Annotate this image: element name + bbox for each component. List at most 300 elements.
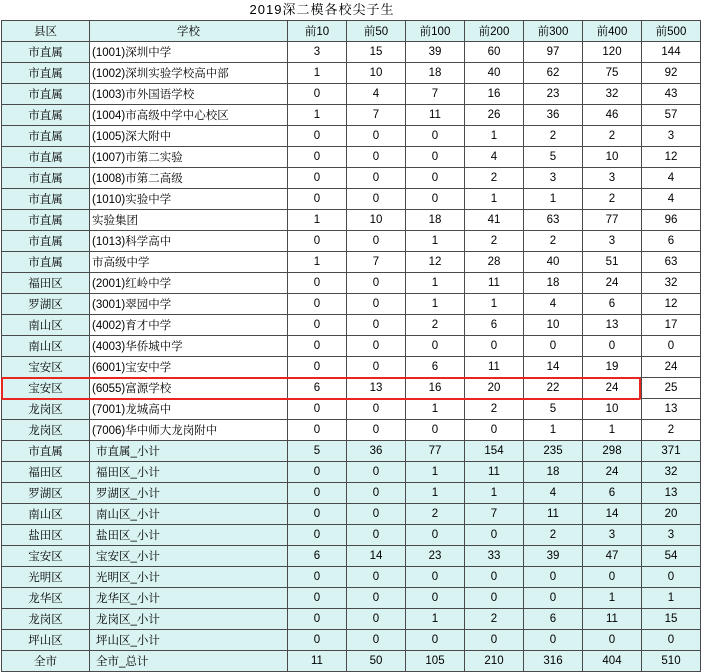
cell-value: 0 [288, 294, 347, 315]
cell-value: 0 [524, 336, 583, 357]
cell-value: 60 [465, 42, 524, 63]
cell-value: 11 [465, 462, 524, 483]
cell-value: 20 [465, 378, 524, 399]
cell-school: (6055)富源学校 [90, 378, 288, 399]
table-row [2, 504, 701, 525]
cell-district: 盐田区 [2, 525, 90, 546]
table-header [2, 21, 701, 42]
cell-value: 40 [524, 252, 583, 273]
cell-value: 5 [524, 147, 583, 168]
cell-school: 龙岗区_小计 [90, 609, 288, 630]
cell-value: 24 [583, 273, 642, 294]
cell-value: 0 [465, 588, 524, 609]
column-header-top200: 前200 [465, 21, 524, 42]
cell-value: 6 [288, 378, 347, 399]
cell-value: 0 [288, 336, 347, 357]
cell-value: 235 [524, 441, 583, 462]
cell-district: 福田区 [2, 273, 90, 294]
cell-value: 0 [347, 147, 406, 168]
cell-value: 1 [406, 483, 465, 504]
cell-value: 10 [347, 210, 406, 231]
cell-value: 2 [524, 126, 583, 147]
cell-value: 12 [642, 294, 701, 315]
cell-value: 18 [524, 273, 583, 294]
cell-value: 11 [524, 504, 583, 525]
cell-value: 0 [288, 168, 347, 189]
column-header-top500: 前500 [642, 21, 701, 42]
cell-value: 0 [288, 420, 347, 441]
cell-district: 宝安区 [2, 546, 90, 567]
cell-value: 46 [583, 105, 642, 126]
cell-value: 2 [583, 189, 642, 210]
cell-school: (3001)翠园中学 [90, 294, 288, 315]
cell-value: 77 [583, 210, 642, 231]
cell-value: 0 [288, 126, 347, 147]
cell-value: 75 [583, 63, 642, 84]
cell-value: 0 [406, 420, 465, 441]
table-row [2, 588, 701, 609]
cell-value: 16 [406, 378, 465, 399]
table-row [2, 315, 701, 336]
cell-value: 47 [583, 546, 642, 567]
table-row [2, 378, 701, 399]
cell-value: 154 [465, 441, 524, 462]
cell-value: 77 [406, 441, 465, 462]
cell-school: (1008)市第二高级 [90, 168, 288, 189]
cell-district: 宝安区 [2, 357, 90, 378]
cell-value: 40 [465, 63, 524, 84]
cell-value: 0 [465, 567, 524, 588]
cell-value: 1 [406, 462, 465, 483]
table-row [2, 441, 701, 462]
cell-value: 1 [524, 189, 583, 210]
cell-school: 市直属_小计 [90, 441, 288, 462]
cell-district: 市直属 [2, 231, 90, 252]
cell-value: 5 [288, 441, 347, 462]
cell-value: 6 [406, 357, 465, 378]
cell-value: 11 [288, 651, 347, 672]
cell-value: 0 [347, 504, 406, 525]
cell-value: 2 [406, 315, 465, 336]
cell-value: 97 [524, 42, 583, 63]
table-row [2, 210, 701, 231]
cell-value: 51 [583, 252, 642, 273]
cell-value: 4 [465, 147, 524, 168]
cell-value: 14 [524, 357, 583, 378]
cell-value: 1 [524, 420, 583, 441]
column-header-top10: 前10 [288, 21, 347, 42]
cell-value: 39 [524, 546, 583, 567]
cell-value: 0 [288, 315, 347, 336]
cell-value: 32 [642, 462, 701, 483]
cell-district: 市直属 [2, 126, 90, 147]
cell-value: 0 [583, 630, 642, 651]
cell-value: 2 [524, 525, 583, 546]
cell-value: 0 [288, 84, 347, 105]
table-row [2, 336, 701, 357]
cell-value: 0 [347, 126, 406, 147]
cell-school: 实验集团 [90, 210, 288, 231]
cell-district: 市直属 [2, 189, 90, 210]
cell-value: 3 [288, 42, 347, 63]
cell-value: 1 [465, 189, 524, 210]
cell-value: 24 [583, 462, 642, 483]
cell-value: 63 [524, 210, 583, 231]
cell-value: 18 [406, 63, 465, 84]
cell-value: 0 [642, 567, 701, 588]
cell-value: 7 [406, 84, 465, 105]
table-row [2, 231, 701, 252]
cell-school: (6001)宝安中学 [90, 357, 288, 378]
cell-value: 3 [642, 525, 701, 546]
cell-district: 全市 [2, 651, 90, 672]
cell-value: 6 [288, 546, 347, 567]
cell-value: 0 [347, 168, 406, 189]
cell-value: 0 [406, 567, 465, 588]
cell-value: 6 [583, 483, 642, 504]
cell-value: 23 [524, 84, 583, 105]
cell-school: 光明区_小计 [90, 567, 288, 588]
cell-value: 22 [524, 378, 583, 399]
cell-school: 全市_总计 [90, 651, 288, 672]
cell-school: 盐田区_小计 [90, 525, 288, 546]
cell-value: 1 [465, 483, 524, 504]
cell-value: 0 [347, 231, 406, 252]
cell-value: 7 [347, 252, 406, 273]
cell-value: 0 [583, 336, 642, 357]
cell-value: 3 [583, 231, 642, 252]
cell-value: 2 [465, 168, 524, 189]
cell-value: 120 [583, 42, 642, 63]
cell-district: 龙华区 [2, 588, 90, 609]
cell-value: 2 [465, 399, 524, 420]
table-row [2, 252, 701, 273]
cell-value: 0 [347, 609, 406, 630]
cell-district: 龙岗区 [2, 420, 90, 441]
cell-school: (1001)深圳中学 [90, 42, 288, 63]
table-row [2, 147, 701, 168]
table-row [2, 168, 701, 189]
column-header-school: 学校 [90, 21, 288, 42]
cell-value: 2 [465, 231, 524, 252]
cell-district: 宝安区 [2, 378, 90, 399]
header-row [2, 21, 701, 42]
cell-value: 0 [406, 147, 465, 168]
column-header-top300: 前300 [524, 21, 583, 42]
cell-school: 龙华区_小计 [90, 588, 288, 609]
cell-value: 4 [642, 189, 701, 210]
cell-value: 13 [347, 378, 406, 399]
cell-district: 南山区 [2, 504, 90, 525]
cell-value: 6 [642, 231, 701, 252]
cell-district: 市直属 [2, 42, 90, 63]
cell-value: 1 [406, 609, 465, 630]
cell-value: 39 [406, 42, 465, 63]
cell-value: 0 [465, 336, 524, 357]
cell-school: 市高级中学 [90, 252, 288, 273]
cell-district: 龙岗区 [2, 609, 90, 630]
cell-value: 11 [406, 105, 465, 126]
cell-school: 罗湖区_小计 [90, 483, 288, 504]
cell-value: 0 [347, 567, 406, 588]
table-row [2, 105, 701, 126]
cell-value: 5 [524, 399, 583, 420]
cell-value: 404 [583, 651, 642, 672]
cell-value: 57 [642, 105, 701, 126]
table-row [2, 546, 701, 567]
cell-district: 福田区 [2, 462, 90, 483]
cell-value: 0 [406, 588, 465, 609]
cell-value: 19 [583, 357, 642, 378]
column-header-top50: 前50 [347, 21, 406, 42]
cell-value: 6 [583, 294, 642, 315]
cell-school: 坪山区_小计 [90, 630, 288, 651]
cell-value: 510 [642, 651, 701, 672]
cell-district: 市直属 [2, 210, 90, 231]
cell-value: 0 [288, 630, 347, 651]
cell-value: 1 [406, 231, 465, 252]
cell-value: 0 [347, 336, 406, 357]
cell-value: 0 [347, 420, 406, 441]
cell-district: 市直属 [2, 252, 90, 273]
cell-value: 0 [347, 273, 406, 294]
cell-value: 316 [524, 651, 583, 672]
cell-value: 4 [524, 294, 583, 315]
column-header-top100: 前100 [406, 21, 465, 42]
cell-value: 20 [642, 504, 701, 525]
table-row [2, 630, 701, 651]
cell-value: 0 [288, 525, 347, 546]
cell-value: 2 [524, 231, 583, 252]
table-row [2, 420, 701, 441]
cell-value: 0 [347, 630, 406, 651]
page-title: 2019深二模各校尖子生 [249, 2, 395, 17]
cell-school: (7006)华中师大龙岗附中 [90, 420, 288, 441]
cell-value: 0 [406, 525, 465, 546]
cell-value: 0 [347, 357, 406, 378]
cell-school: (1010)实验中学 [90, 189, 288, 210]
cell-value: 0 [288, 189, 347, 210]
cell-district: 市直属 [2, 147, 90, 168]
cell-value: 33 [465, 546, 524, 567]
cell-district: 罗湖区 [2, 294, 90, 315]
table-row [2, 189, 701, 210]
cell-value: 41 [465, 210, 524, 231]
cell-value: 0 [406, 168, 465, 189]
cell-value: 3 [524, 168, 583, 189]
cell-value: 0 [347, 315, 406, 336]
cell-value: 298 [583, 441, 642, 462]
cell-value: 13 [642, 399, 701, 420]
cell-value: 0 [347, 588, 406, 609]
cell-value: 0 [288, 231, 347, 252]
table-row [2, 567, 701, 588]
cell-district: 市直属 [2, 105, 90, 126]
cell-value: 7 [347, 105, 406, 126]
cell-value: 0 [465, 525, 524, 546]
table-row [2, 399, 701, 420]
cell-district: 市直属 [2, 168, 90, 189]
table-row [2, 63, 701, 84]
cell-value: 0 [347, 483, 406, 504]
cell-value: 1 [465, 294, 524, 315]
table-row [2, 84, 701, 105]
cell-value: 4 [347, 84, 406, 105]
cell-value: 2 [583, 126, 642, 147]
cell-value: 1 [406, 294, 465, 315]
table-body [2, 42, 701, 672]
cell-value: 1 [288, 105, 347, 126]
cell-value: 1 [583, 588, 642, 609]
cell-district: 南山区 [2, 315, 90, 336]
cell-value: 25 [642, 378, 701, 399]
cell-value: 11 [465, 357, 524, 378]
cell-value: 210 [465, 651, 524, 672]
cell-value: 96 [642, 210, 701, 231]
cell-value: 0 [288, 609, 347, 630]
cell-value: 0 [524, 588, 583, 609]
cell-value: 10 [524, 315, 583, 336]
cell-value: 0 [347, 399, 406, 420]
cell-value: 14 [583, 504, 642, 525]
cell-value: 0 [347, 462, 406, 483]
cell-value: 24 [642, 357, 701, 378]
cell-school: (4003)华侨城中学 [90, 336, 288, 357]
cell-value: 0 [583, 567, 642, 588]
cell-district: 市直属 [2, 63, 90, 84]
cell-school: (1007)市第二实验 [90, 147, 288, 168]
table-row [2, 525, 701, 546]
cell-value: 0 [465, 630, 524, 651]
cell-value: 15 [642, 609, 701, 630]
cell-value: 4 [642, 168, 701, 189]
cell-value: 1 [642, 588, 701, 609]
cell-value: 0 [347, 294, 406, 315]
cell-value: 18 [524, 462, 583, 483]
cell-value: 32 [583, 84, 642, 105]
cell-value: 0 [406, 189, 465, 210]
cell-value: 6 [524, 609, 583, 630]
cell-value: 3 [583, 168, 642, 189]
table-row [2, 126, 701, 147]
cell-value: 0 [288, 357, 347, 378]
cell-value: 0 [642, 630, 701, 651]
cell-value: 0 [524, 567, 583, 588]
cell-district: 罗湖区 [2, 483, 90, 504]
cell-school: (1004)市高级中学中心校区 [90, 105, 288, 126]
cell-school: (7001)龙城高中 [90, 399, 288, 420]
cell-value: 92 [642, 63, 701, 84]
cell-value: 7 [465, 504, 524, 525]
cell-value: 2 [465, 609, 524, 630]
column-header-top400: 前400 [583, 21, 642, 42]
cell-value: 0 [288, 567, 347, 588]
cell-school: 南山区_小计 [90, 504, 288, 525]
cell-value: 0 [524, 630, 583, 651]
cell-value: 1 [288, 210, 347, 231]
cell-value: 24 [583, 378, 642, 399]
cell-value: 15 [347, 42, 406, 63]
cell-value: 0 [288, 399, 347, 420]
cell-value: 12 [642, 147, 701, 168]
table-row [2, 462, 701, 483]
cell-value: 50 [347, 651, 406, 672]
cell-district: 南山区 [2, 336, 90, 357]
cell-value: 1 [288, 252, 347, 273]
cell-value: 54 [642, 546, 701, 567]
cell-value: 16 [465, 84, 524, 105]
table-row [2, 42, 701, 63]
cell-value: 3 [583, 525, 642, 546]
cell-value: 11 [465, 273, 524, 294]
cell-value: 14 [347, 546, 406, 567]
cell-school: (2001)红岭中学 [90, 273, 288, 294]
cell-value: 1 [406, 273, 465, 294]
cell-value: 10 [583, 399, 642, 420]
cell-value: 32 [642, 273, 701, 294]
cell-value: 3 [642, 126, 701, 147]
cell-value: 1 [465, 126, 524, 147]
cell-value: 63 [642, 252, 701, 273]
cell-value: 2 [642, 420, 701, 441]
scores-table [1, 20, 701, 672]
cell-school: 福田区_小计 [90, 462, 288, 483]
cell-value: 0 [347, 525, 406, 546]
cell-value: 10 [347, 63, 406, 84]
cell-value: 0 [288, 462, 347, 483]
table-row [2, 273, 701, 294]
cell-value: 23 [406, 546, 465, 567]
cell-value: 17 [642, 315, 701, 336]
cell-value: 26 [465, 105, 524, 126]
cell-value: 0 [347, 189, 406, 210]
cell-school: (4002)育才中学 [90, 315, 288, 336]
cell-value: 1 [583, 420, 642, 441]
cell-value: 43 [642, 84, 701, 105]
cell-school: 宝安区_小计 [90, 546, 288, 567]
cell-district: 市直属 [2, 84, 90, 105]
cell-school: (1002)深圳实验学校高中部 [90, 63, 288, 84]
cell-value: 1 [288, 63, 347, 84]
cell-value: 0 [288, 273, 347, 294]
cell-value: 0 [288, 504, 347, 525]
cell-value: 2 [406, 504, 465, 525]
cell-value: 36 [524, 105, 583, 126]
cell-value: 0 [406, 336, 465, 357]
cell-value: 0 [642, 336, 701, 357]
cell-value: 18 [406, 210, 465, 231]
table-row [2, 357, 701, 378]
table-row [2, 483, 701, 504]
cell-value: 0 [406, 126, 465, 147]
column-header-district: 县区 [2, 21, 90, 42]
cell-value: 13 [642, 483, 701, 504]
cell-value: 36 [347, 441, 406, 462]
cell-value: 6 [465, 315, 524, 336]
cell-value: 105 [406, 651, 465, 672]
cell-value: 0 [465, 420, 524, 441]
cell-value: 11 [583, 609, 642, 630]
cell-value: 28 [465, 252, 524, 273]
cell-value: 0 [288, 483, 347, 504]
table-row [2, 651, 701, 672]
table-row [2, 609, 701, 630]
cell-district: 市直属 [2, 441, 90, 462]
cell-school: (1013)科学高中 [90, 231, 288, 252]
cell-value: 0 [288, 147, 347, 168]
cell-value: 13 [583, 315, 642, 336]
cell-district: 光明区 [2, 567, 90, 588]
